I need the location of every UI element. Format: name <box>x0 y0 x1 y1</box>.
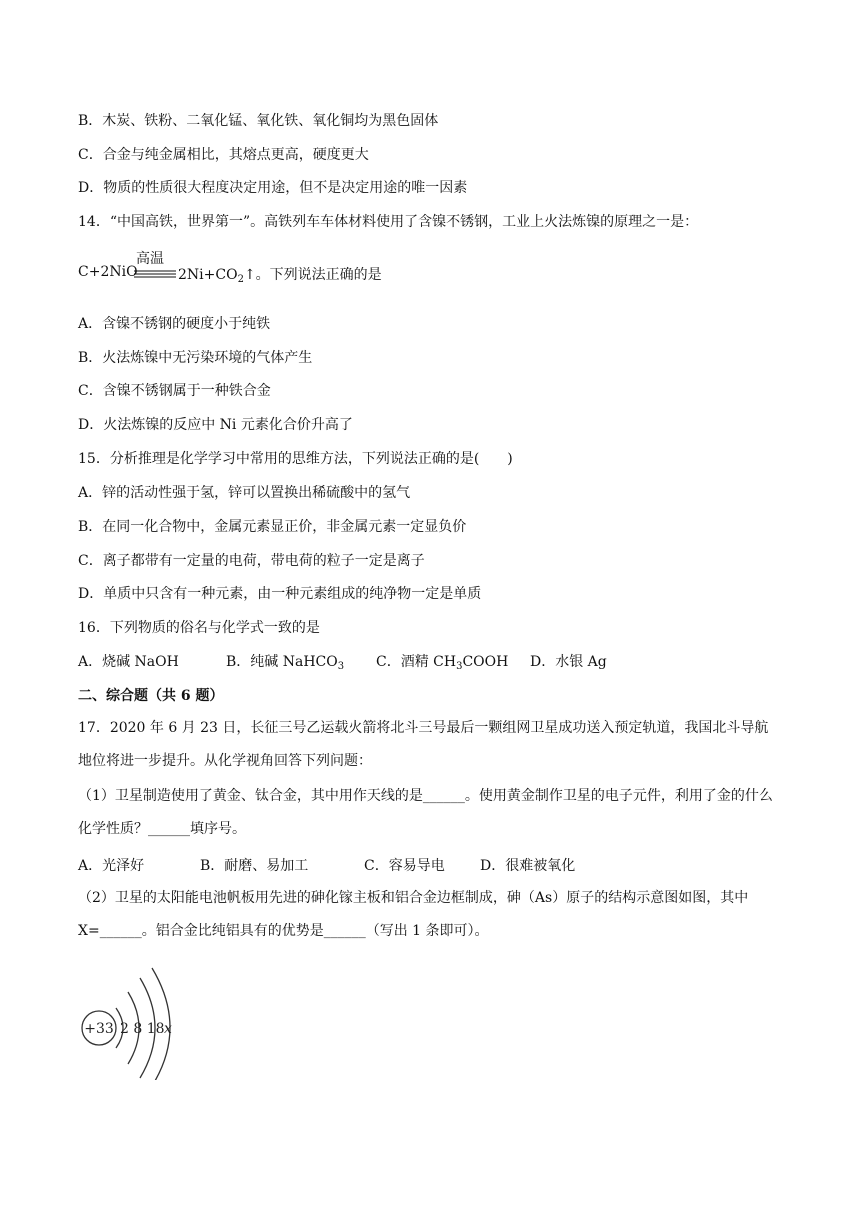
q15-option-a: A．锌的活动性强于氢，锌可以置换出稀硫酸中的氢气 <box>78 485 411 501</box>
equation-equals-sign <box>134 270 176 278</box>
q14-option-d: D．火法炼镍的反应中 Ni 元素化合价升高了 <box>78 417 353 433</box>
q16-option-c: C．酒精 $CH_3COOH$ <box>376 654 509 672</box>
arsenic-atom-structure-diagram <box>78 960 198 1080</box>
equation-right: $2Ni+CO_2↑$。下列说法正确的是 <box>178 267 382 285</box>
q17-part2: （2）卫星的太阳能电池帆板用先进的砷化镓主板和铝合金边框制成，砷（As）原子的结构示意图如图，其中 X=______。铝合金比纯铝具有的优势是______（写出 1 条即可）。 <box>78 890 749 939</box>
q17-option-d: D．很难被氧化 <box>480 858 576 874</box>
q15-option-b: B．在同一化合物中，金属元素显正价，非金属元素一定显负价 <box>78 519 467 535</box>
q17-part1-options <box>78 856 575 876</box>
equation-condition: 高温 <box>136 251 164 267</box>
q14-option-c: C．含镍不锈钢属于一种铁合金 <box>78 383 271 399</box>
q17-option-a: A．光泽好 <box>78 858 145 874</box>
q17-option-c: C．容易导电 <box>364 858 445 874</box>
q13-option-c: C．合金与纯金属相比，其熔点更高，硬度更大 <box>78 147 369 163</box>
shell-electron-counts: 2 8 18 <box>120 1021 165 1037</box>
q14-equation <box>78 251 778 294</box>
q15-option-d: D．单质中只含有一种元素，由一种元素组成的纯净物一定是单质 <box>78 586 482 602</box>
q17-option-b: B．耐磨、易加工 <box>200 858 309 874</box>
q13-option-d: D．物质的性质很大程度决定用途，但不是决定用途的唯一因素 <box>78 180 468 196</box>
q17-part1: （1）卫星制造使用了黄金、钛合金，其中用作天线的是______。使用黄金制作卫星的电子元件，利用了金的什么化学性质？______填序号。 <box>78 788 773 837</box>
q15-stem: 15．分析推理是化学学习中常用的思维方法，下列说法正确的是( ) <box>78 451 513 467</box>
outer-shell-x: x <box>164 1021 172 1037</box>
equation-left: C+2NiO <box>78 264 138 280</box>
q14-stem: 14．“中国高铁，世界第一”。高铁列车车体材料使用了含镍不锈钢，工业上火法炼镍的原理之一是： <box>78 214 699 230</box>
q16-option-b: B．纯碱 NaHCO$_3$ <box>226 654 345 672</box>
q16-option-a: A．烧碱 NaOH <box>78 654 179 670</box>
section-heading: 二、综合题（共 6 题） <box>78 688 224 704</box>
q14-option-a: A．含镍不锈钢的硬度小于纯铁 <box>78 316 271 332</box>
gas-arrow-icon: ↑ <box>243 267 256 283</box>
q16-stem: 16．下列物质的俗名与化学式一致的是 <box>78 620 320 636</box>
q13-option-b: B．木炭、铁粉、二氧化锰、氧化铁、氧化铜均为黑色固体 <box>78 113 439 129</box>
q15-option-c: C．离子都带有一定量的电荷，带电荷的粒子一定是离子 <box>78 553 425 569</box>
q16-options <box>78 652 607 677</box>
nucleus-charge: +33 <box>84 1021 114 1037</box>
q17-stem: 17．2020 年 6 月 23 日，长征三号乙运载火箭将北斗三号最后一颗组网卫星成功送入预定轨道，我国北斗导航地位将进一步提升。从化学视角回答下列问题： <box>78 720 769 769</box>
q16-option-d: D．水银 Ag <box>530 654 607 670</box>
q14-option-b: B．火法炼镍中无污染环境的气体产生 <box>78 350 313 366</box>
